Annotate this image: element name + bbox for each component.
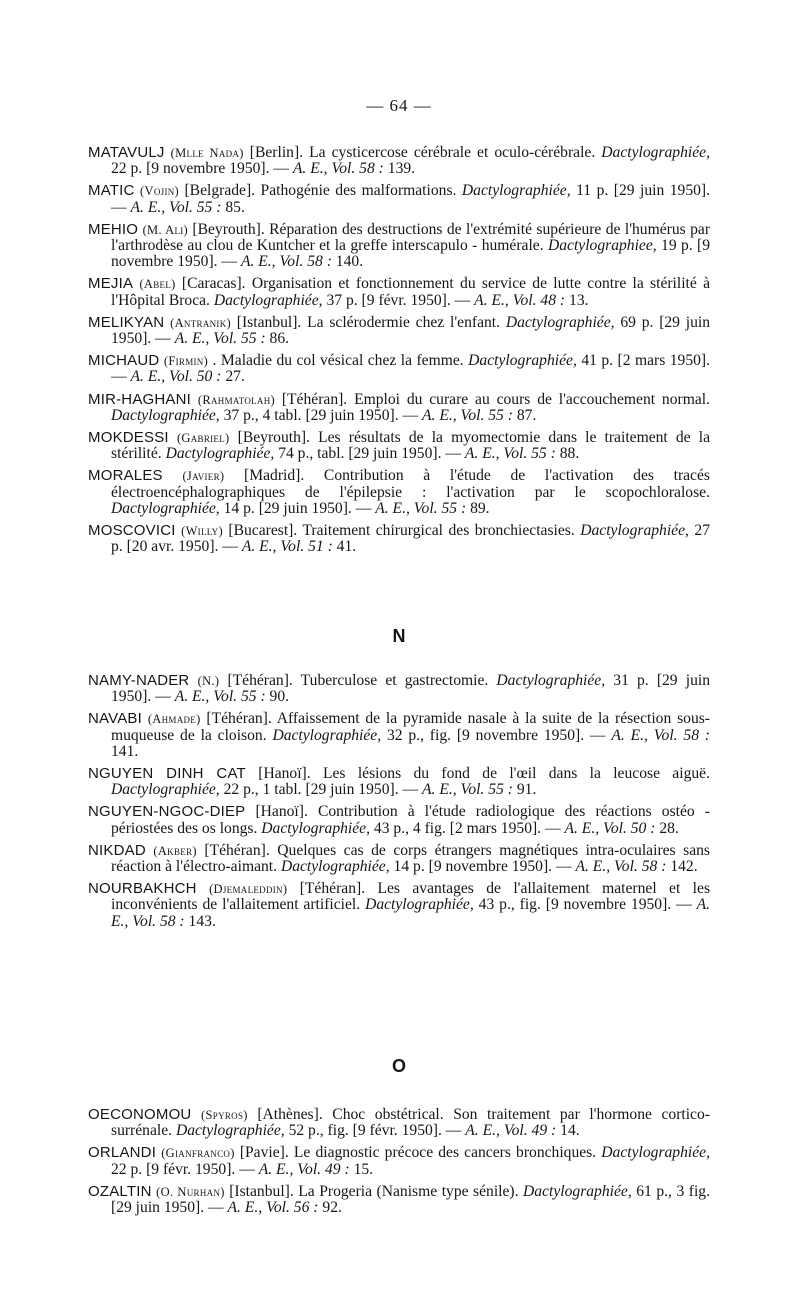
author-name: MOSCOVICI <box>88 522 176 540</box>
reference-number: 87. <box>516 406 537 424</box>
place: [Athènes]. <box>257 1106 323 1123</box>
page-number: — 64 — <box>366 96 432 115</box>
reference-number: 139. <box>387 160 416 178</box>
thesis-title: Organisation et fonctionnement du service de lutte contre la stérilité à l'Hôpital Broca. <box>111 275 710 309</box>
publication-details: 22 p., 1 tabl. [29 juin 1950]. — <box>223 781 419 799</box>
place: [Téhéran]. <box>299 880 366 898</box>
place: [Téhéran]. <box>204 841 270 859</box>
thesis-title: Contribution à l'étude radiologique des réactions ostéo - périostées des os longs. <box>111 803 710 837</box>
reference: A. E., Vol. 58 : <box>575 858 667 876</box>
publication-type: Dactylographiée, <box>601 1144 710 1162</box>
thesis-title: Quelques cas de corps étrangers magnétiques intra-oculaires sans réaction à l'électro-aimant. <box>111 841 710 876</box>
reference-number: 143. <box>188 912 216 930</box>
publication-type: Dactylographiée, <box>165 445 275 463</box>
place: [Istanbul]. <box>236 313 302 331</box>
thesis-title: Choc obstétrical. Son traitement par l'hormone cortico-surrénale. <box>111 1106 710 1140</box>
publication-details: 43 p., 4 fig. [2 mars 1950]. — <box>373 819 561 837</box>
bibliography-entry <box>88 276 710 308</box>
publication-details: 41 p. [2 mars 1950]. — <box>111 352 711 386</box>
reference: A. E., Vol. 49 : <box>465 1122 557 1140</box>
author-name: MOKDESSI <box>88 429 169 447</box>
reference: A. E., Vol. 55 : <box>422 781 513 799</box>
author-given-name: (Gianfranco) <box>161 1146 235 1161</box>
reference-number: 41. <box>336 538 357 556</box>
reference-number: 14. <box>560 1122 580 1140</box>
reference: A. E., Vol. 50 : <box>564 819 656 837</box>
bibliography-entry <box>88 392 710 424</box>
thesis-title: La cysticercose cérébrale et oculo-cérébrale. <box>309 144 596 161</box>
author-given-name: (N.) <box>197 674 220 688</box>
bibliography-entry <box>88 315 710 347</box>
place: [Téhéran]. <box>206 710 272 728</box>
author-given-name: (Javier) <box>182 469 225 484</box>
place: [Belgrade]. <box>184 182 256 200</box>
author-name: NOURBAKHCH <box>88 880 197 898</box>
bibliography-entry <box>88 183 710 215</box>
reference: A. E., Vol. 51 : <box>241 538 333 556</box>
place: [Téhéran]. <box>281 390 348 408</box>
bibliography-entry <box>88 766 710 798</box>
publication-type: Dactylographiée, <box>523 1182 632 1200</box>
publication-type: Dactylographiée, <box>505 313 615 331</box>
publication-type: Dactylographiée, <box>601 144 710 161</box>
publication-type: Dactylographiée, <box>111 406 220 424</box>
place: . <box>212 352 217 370</box>
reference: A. E., Vol. 58 : <box>111 896 711 930</box>
publication-type: Dactylographiée, <box>461 182 571 200</box>
section-o <box>88 1107 710 1222</box>
reference: A. E., Vol. 55 : <box>174 688 266 706</box>
publication-details: 61 p., 3 fig. [29 juin 1950]. — <box>111 1182 710 1217</box>
bibliography-entry <box>88 145 710 177</box>
author-given-name: (M. Ali) <box>142 222 188 237</box>
thesis-title: Maladie du col vésical chez la femme. <box>220 352 464 370</box>
reference-number: 88. <box>559 445 580 463</box>
author-given-name: (Abel) <box>139 277 176 292</box>
reference-number: 140. <box>335 253 364 271</box>
place: [Beyrouth]. <box>192 220 265 238</box>
place: [Caracas]. <box>181 275 246 293</box>
author-given-name: (Firmin) <box>163 354 209 369</box>
publication-type: Dactylographiée, <box>111 499 220 517</box>
publication-details: 19 p. [9 novembre 1950]. — <box>111 237 711 271</box>
reference: A. E., Vol. 49 : <box>258 1160 350 1178</box>
author-given-name: (Akber) <box>153 843 197 858</box>
author-given-name: (Gabriel) <box>176 431 230 446</box>
section-letter-o: O <box>391 1056 406 1076</box>
bibliography-entry <box>88 222 710 271</box>
reference: A. E., Vol. 58 : <box>240 253 332 271</box>
thesis-title: Les avantages de l'allaitement maternel et les inconvénients de l'allaitement artificiel. <box>111 880 711 914</box>
place: [Beyrouth]. <box>237 429 310 447</box>
reference-number: 92. <box>322 1199 342 1217</box>
author-name: MATAVULJ <box>88 144 165 161</box>
bibliography-entry <box>88 1145 710 1177</box>
publication-type: Dactylographiée, <box>496 672 606 689</box>
thesis-title: Pathogénie des malformations. <box>260 182 457 200</box>
author-name: MORALES <box>88 467 163 485</box>
publication-type: Dactylographiée, <box>111 781 220 799</box>
author-given-name: (Willy) <box>181 524 223 539</box>
section-n <box>88 673 710 936</box>
reference-number: 85. <box>225 198 245 216</box>
place: [Madrid]. <box>244 467 305 485</box>
bibliography-entry <box>88 881 710 930</box>
bibliography-entry <box>88 804 710 836</box>
author-name: NAVABI <box>88 710 142 728</box>
place: [Hanoï]. <box>258 765 311 783</box>
place: [Hanoï]. <box>255 803 308 821</box>
bibliography-entry <box>88 711 710 760</box>
thesis-title: Le diagnostic précoce des cancers bronchiques. <box>293 1144 597 1162</box>
thesis-title: La sclérodermie chez l'enfant. <box>307 313 501 331</box>
author-name: MICHAUD <box>88 352 160 370</box>
author-given-name: (O. Nurhan) <box>156 1184 225 1199</box>
author-name: OZALTIN <box>88 1182 152 1200</box>
publication-type: Dactylographiée, <box>261 819 370 837</box>
bibliography-entry <box>88 468 710 517</box>
section-letter-n: N <box>392 626 406 646</box>
reference-number: 15. <box>353 1160 374 1178</box>
bibliography-entry <box>88 1184 710 1216</box>
place: [Téhéran]. <box>227 672 293 689</box>
publication-details: 11 p. [29 juin 1950]. — <box>111 182 711 216</box>
reference: A. E., Vol. 55 : <box>174 330 266 348</box>
author-name: MELIKYAN <box>88 313 165 331</box>
publication-type: Dactylographiée, <box>580 522 689 540</box>
bibliography-entry <box>88 843 710 875</box>
place: [Istanbul]. <box>229 1182 294 1200</box>
reference-number: 27. <box>225 368 245 386</box>
author-given-name: (Mlle Nada) <box>170 146 244 160</box>
author-name: MATIC <box>88 182 135 200</box>
publication-details: 69 p. [29 juin 1950]. — <box>111 313 711 348</box>
publication-details: 52 p., fig. [9 févr. 1950]. — <box>288 1122 462 1140</box>
thesis-title: Emploi du curare au cours de l'accouchement normal. <box>354 390 710 408</box>
reference-number: 13. <box>569 291 589 309</box>
section-m <box>88 145 710 561</box>
reference: A. E., Vol. 58 : <box>611 726 711 744</box>
author-name: NAMY-NADER <box>88 672 190 689</box>
place: [Berlin]. <box>249 144 304 161</box>
thesis-title: Tuberculose et gastrectomie. <box>300 672 489 689</box>
bibliography-entry <box>88 523 710 555</box>
reference: A. E., Vol. 55 : <box>464 445 556 463</box>
publication-type: Dactylographiée, <box>365 896 474 914</box>
reference: A. E., Vol. 55 : <box>130 198 222 216</box>
publication-details: 74 p., tabl. [29 juin 1950]. — <box>278 445 461 463</box>
reference-number: 90. <box>269 688 290 706</box>
publication-type: Dactylographiee, <box>547 237 657 255</box>
author-given-name: (Rahmatolah) <box>197 392 275 407</box>
publication-type: Dactylographiée, <box>213 291 323 309</box>
thesis-title: Les résultats de la myomectomie dans le traitement de la stérilité. <box>111 429 710 463</box>
bibliography-entry <box>88 673 710 705</box>
author-name: OECONOMOU <box>88 1106 192 1123</box>
publication-type: Dactylographiée, <box>272 726 382 744</box>
reference-number: 28. <box>659 819 679 837</box>
author-name: MIR-HAGHANI <box>88 390 192 408</box>
thesis-title: Traitement chirurgical des bronchiectasies. <box>302 522 575 540</box>
publication-details: 37 p. [9 févr. 1950]. — <box>326 291 471 309</box>
publication-details: 32 p., fig. [9 novembre 1950]. — <box>386 726 606 744</box>
publication-details: 31 p. [29 juin 1950]. — <box>111 672 710 706</box>
bibliography-entry <box>88 430 710 462</box>
publication-details: 43 p., fig. [9 novembre 1950]. — <box>478 896 692 914</box>
publication-details: 22 p. [9 novembre 1950]. — <box>111 160 289 178</box>
author-name: MEJIA <box>88 275 134 293</box>
reference-number: 91. <box>516 781 537 799</box>
thesis-title: Les lésions du fond de l'œil dans la leucose aiguë. <box>322 765 710 783</box>
reference: A. E., Vol. 50 : <box>130 368 222 386</box>
thesis-title: Contribution à l'étude de l'activation des tracés électroencéphalographiques de l'épilepsie : l'activation par le scopochloralose. <box>111 467 710 501</box>
thesis-title: Réparation des destructions de l'extrémité supérieure de l'humérus par l'arthrodèse au clou de Kuntcher et la greffe interscapulo - humérale. <box>111 220 711 255</box>
author-name: ORLANDI <box>88 1144 157 1162</box>
publication-details: 37 p., 4 tabl. [29 juin 1950]. — <box>223 406 419 424</box>
publication-type: Dactylographiée, <box>175 1122 285 1140</box>
reference: A. E., Vol. 58 : <box>292 160 384 178</box>
author-given-name: (Vojin) <box>140 184 179 199</box>
reference: A. E., Vol. 56 : <box>227 1199 319 1217</box>
reference-number: 86. <box>269 330 290 348</box>
author-name: NIKDAD <box>88 841 146 859</box>
reference: A. E., Vol. 48 : <box>474 291 566 309</box>
publication-details: 22 p. [9 févr. 1950]. — <box>111 1160 255 1178</box>
publication-type: Dactylographiée, <box>280 858 390 876</box>
publication-details: 27 p. [20 avr. 1950]. — <box>111 522 710 556</box>
reference: A. E., Vol. 55 : <box>422 406 513 424</box>
reference: A. E., Vol. 55 : <box>375 499 467 517</box>
thesis-title: La Progeria (Nanisme type sénile). <box>298 1182 519 1200</box>
bibliography-entry <box>88 1107 710 1139</box>
thesis-title: Affaissement de la pyramide nasale à la suite de la résection sous-muqueuse de la cloison. <box>111 710 711 744</box>
reference-number: 89. <box>470 499 490 517</box>
author-name: MEHIO <box>88 220 139 238</box>
author-given-name: (Djemaleddin) <box>209 882 288 897</box>
bibliography-entry <box>88 353 710 385</box>
publication-details: 14 p. [9 novembre 1950]. — <box>393 858 572 876</box>
author-name: NGUYEN DINH CAT <box>88 765 246 783</box>
reference-number: 141. <box>111 742 139 760</box>
place: [Bucarest]. <box>228 522 298 540</box>
author-name: NGUYEN-NGOC-DIEP <box>88 803 246 821</box>
publication-details: 14 p. [29 juin 1950]. — <box>223 499 372 517</box>
place: [Pavie]. <box>239 1144 289 1162</box>
reference-number: 142. <box>670 858 698 876</box>
author-given-name: (Antranik) <box>170 315 231 330</box>
author-given-name: (Spyros) <box>201 1108 248 1122</box>
author-given-name: (Ahmade) <box>147 712 201 727</box>
publication-type: Dactylographiée, <box>468 352 577 370</box>
